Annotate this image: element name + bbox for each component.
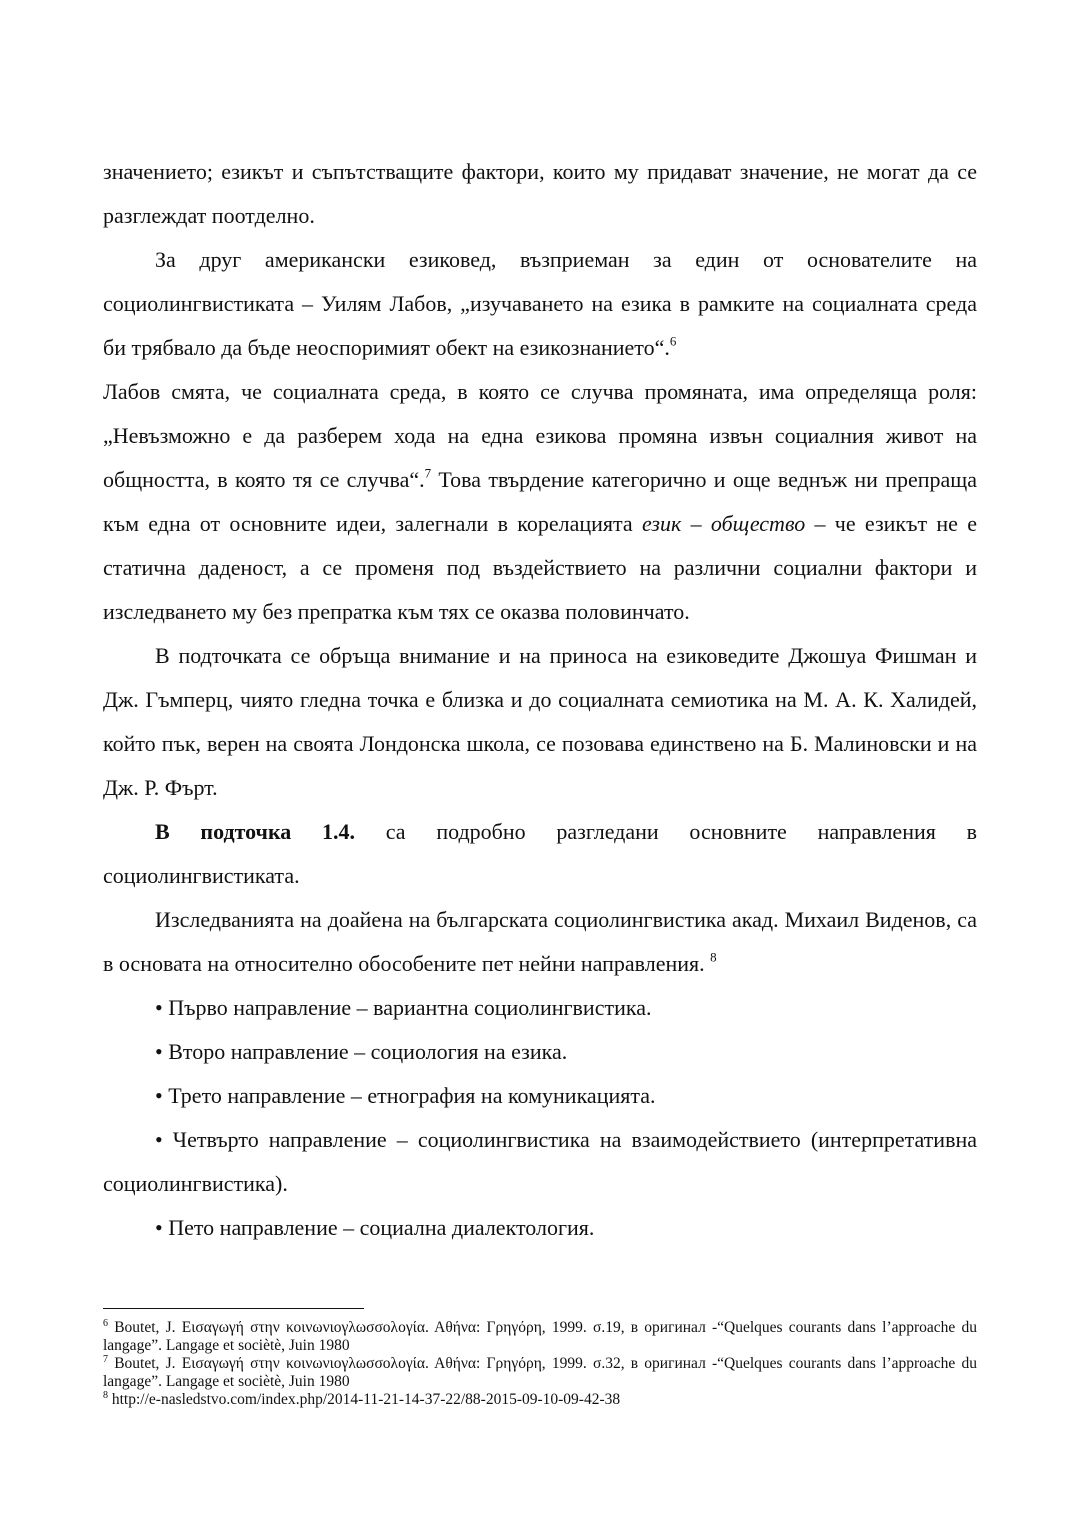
list-item-text: Първо направление – вариантна социолингвистика. [168,995,652,1020]
paragraph-3-text-a: Лабов смята, че социалната среда, в която се случва промяната, има определяща роля: „Невъзможно е да разберем хода на една езикова промяна извън социалния живот на общността, в която тя се случва“. [103,379,977,492]
footnote-number: 7 [103,1354,108,1365]
paragraph-4: В подточката се обръща внимание и на приноса на езиковедите Джошуа Фишман и Дж. Гъмперц, чиято гледна точка е близка и до социалната семиотика на М. А. К. Халидей, който пък, верен на своята Лондонска школа, се позовава единствено на Б. Малиновски и на Дж. Р. Фърт. [103,643,977,800]
paragraph-3 [103,370,977,634]
paragraph-6-text: Изследванията на доайена на българската социолингвистика акад. Михаил Виденов, са в основата на относително обособените пет нейни направления. [103,907,977,976]
footnote-separator [103,1308,364,1309]
footnote-8 [103,1391,977,1409]
paragraph-5-bold: В подточка 1.4. [155,819,356,844]
body-text [103,150,977,1250]
list-item [103,986,977,1030]
paragraph-5 [103,810,977,898]
footnote-7 [103,1355,977,1391]
footnote-ref-6: 6 [669,333,677,349]
paragraph-5-text: са подробно разгледани основните направления в социолингвистиката. [103,819,977,888]
list-item [103,1074,977,1118]
footnotes [103,1308,977,1409]
footnote-number: 6 [103,1318,108,1329]
list-item-text: Трето направление – етнография на комуникацията. [168,1083,656,1108]
list-item [103,1030,977,1074]
bullet-icon: • [155,995,163,1020]
bullet-icon: • [155,1039,163,1064]
footnote-ref-8: 8 [710,949,717,965]
paragraph-3-text-b: Това твърдение категорично и още веднъж ни препраща към една от основните идеи, залегнали в корелацията [103,467,978,536]
paragraph-2-text: За друг американски езиковед, възприеман за един от основателите на социолингвистиката – Уилям Лабов, „изучаването на езика в рамките на социалната среда би трябвало да бъде неоспоримият обект на езикознанието“. [103,247,977,360]
list-item [103,1118,977,1206]
paragraph-3-italic: език – общество [641,511,806,536]
footnote-text: http://e-nasledstvo.com/index.php/2014-11-21-14-37-22/88-2015-09-10-09-42-38 [111,1391,621,1408]
list-item-text: Четвърто направление – социолингвистика на взаимодействието (интерпретативна социолингвистика). [103,1127,977,1196]
footnote-text: Boutet, J. Εισαγωγή στην κοινωνιογλωσσολογία. Αθήνα: Γρηγόρη, 1999. σ.19, в оригинал -“Quelques courants dans l’approache du langage”. Langage et sociètè, Juin 1980 [103,1319,978,1354]
paragraph-3-text-c: – че езикът не е статична даденост, а се променя под въздействието на различни социални фактори и изследването му без препратка към тях се оказва половинчато. [103,511,977,624]
footnote-6 [103,1319,977,1355]
footnote-ref-7: 7 [424,465,432,481]
list-item-text: Второ направление – социология на езика. [168,1039,568,1064]
bullet-icon: • [155,1127,163,1152]
footnote-text: Boutet, J. Εισαγωγή στην κοινωνιογλωσσολογία. Αθήνα: Γρηγόρη, 1999. σ.32, в оригинал -“Quelques courants dans l’approache du langage”. Langage et sociètè, Juin 1980 [103,1355,978,1390]
list-item [103,1206,977,1250]
bullet-icon: • [155,1083,163,1108]
paragraph-2 [103,238,977,370]
bullet-icon: • [155,1215,163,1240]
paragraph-1: значението; езикът и съпътстващите фактори, които му придават значение, не могат да се разглеждат поотделно. [103,159,977,228]
footnote-number: 8 [103,1390,108,1401]
list-item-text: Пето направление – социална диалектология. [168,1215,595,1240]
paragraph-6 [103,898,977,986]
